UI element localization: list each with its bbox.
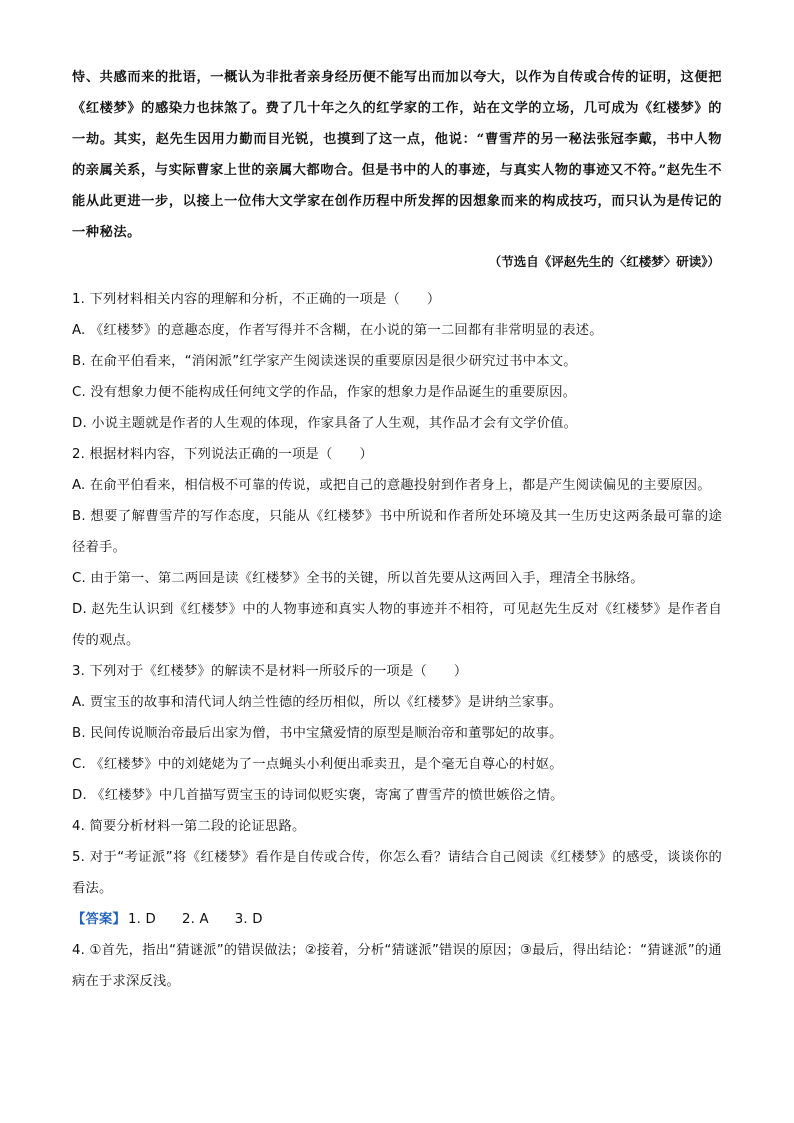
option-a: A. 在俞平伯看来，相信极不可靠的传说，或把自己的意趣投射到作者身上，都是产生阅读偏见的主要原因。 bbox=[72, 478, 711, 493]
answer-tag: 【答案】 bbox=[72, 912, 126, 927]
option-a: A. 《红楼梦》的意趣态度，作者写得并不含糊，在小说的第一二回都有非常明显的表述。 bbox=[72, 323, 603, 338]
option-d: D. 赵先生认识到《红楼梦》中的人物事迹和真实人物的事迹并不相符，可见赵先生反对《红楼梦》是作者自传的观点。 bbox=[72, 602, 722, 648]
option-d: D. 《红楼梦》中几首描写贾宝玉的诗词似贬实褒，寄寓了曹雪芹的愤世嫉俗之情。 bbox=[72, 788, 564, 803]
question-stem: 2. 根据材料内容，下列说法正确的一项是（ ） bbox=[72, 447, 373, 462]
question-stem: 3. 下列对于《红楼梦》的解读不是材料一所驳斥的一项是（ ） bbox=[72, 664, 468, 679]
answer-q4: 4. ①首先，指出“猜谜派”的错误做法；②接着，分析“猜谜派”错误的原因；③最后，得出结论：“猜谜派”的通病在于求深反浅。 bbox=[72, 943, 722, 989]
passage-text: 恃、共感而来的批语，一概认为非批者亲身经历便不能写出而加以夸大，以作为自传或合传的证明，这便把《红楼梦》的感染力也抹煞了。费了几十年之久的红学家的工作，站在文学的立场，几可成为《红楼梦》的一劫。其实，赵先生因用力勤而目光锐，也摸到了这一点，他说：“曹雪芹的另一秘法张冠李戴，书中人物的亲属关系，与实际曹家上世的亲属大都吻合。但是书中的人的事迹，与真实人物的事迹又不符。”赵先生不能从此更进一步，以接上一位伟大文学家在创作历程中所发挥的因想象而来的构成技巧，而只认为是传记的一种秘法。 bbox=[72, 70, 722, 240]
question-list bbox=[72, 284, 722, 997]
question-stem: 1. 下列材料相关内容的理解和分析，不正确的一项是（ ） bbox=[72, 292, 441, 307]
option-a: A. 贾宝玉的故事和清代词人纳兰性德的经历相似，所以《红楼梦》是讲纳兰家事。 bbox=[72, 695, 563, 710]
option-c: C. 没有想象力便不能构成任何纯文学的作品，作家的想象力是作品诞生的重要原因。 bbox=[72, 385, 577, 400]
option-d: D. 小说主题就是作者的人生观的体现，作家具备了人生观，其作品才会有文学价值。 bbox=[72, 416, 578, 431]
source-citation: （节选自《评赵先生的〈红楼梦〉研读》） bbox=[488, 254, 720, 269]
option-b: B. 民间传说顺治帝最后出家为僧，书中宝黛爱情的原型是顺治帝和董鄂妃的故事。 bbox=[72, 726, 563, 741]
question-stem: 5. 对于“考证派”将《红楼梦》看作是自传或合传，你怎么看？请结合自己阅读《红楼梦》的感受，谈谈你的看法。 bbox=[72, 850, 722, 896]
option-b: B. 在俞平伯看来，“消闲派”红学家产生阅读迷误的重要原因是很少研究过书中本文。 bbox=[72, 354, 577, 369]
answer-item: 2. A bbox=[181, 912, 209, 927]
option-c: C. 由于第一、第二两回是读《红楼梦》全书的关键，所以首先要从这两回入手，理清全书脉络。 bbox=[72, 571, 644, 586]
answer-item: 1. D bbox=[128, 912, 156, 927]
question-stem: 4. 简要分析材料一第二段的论证思路。 bbox=[72, 819, 306, 834]
option-b: B. 想要了解曹雪芹的写作态度，只能从《红楼梦》书中所说和作者所处环境及其一生历史这两条最可靠的途径着手。 bbox=[72, 509, 722, 555]
answer-item: 3. D bbox=[234, 912, 263, 927]
option-c: C. 《红楼梦》中的刘姥姥为了一点蝇头小利便出乖卖丑，是个毫无自尊心的村妪。 bbox=[72, 757, 563, 772]
answer-line bbox=[72, 904, 722, 935]
